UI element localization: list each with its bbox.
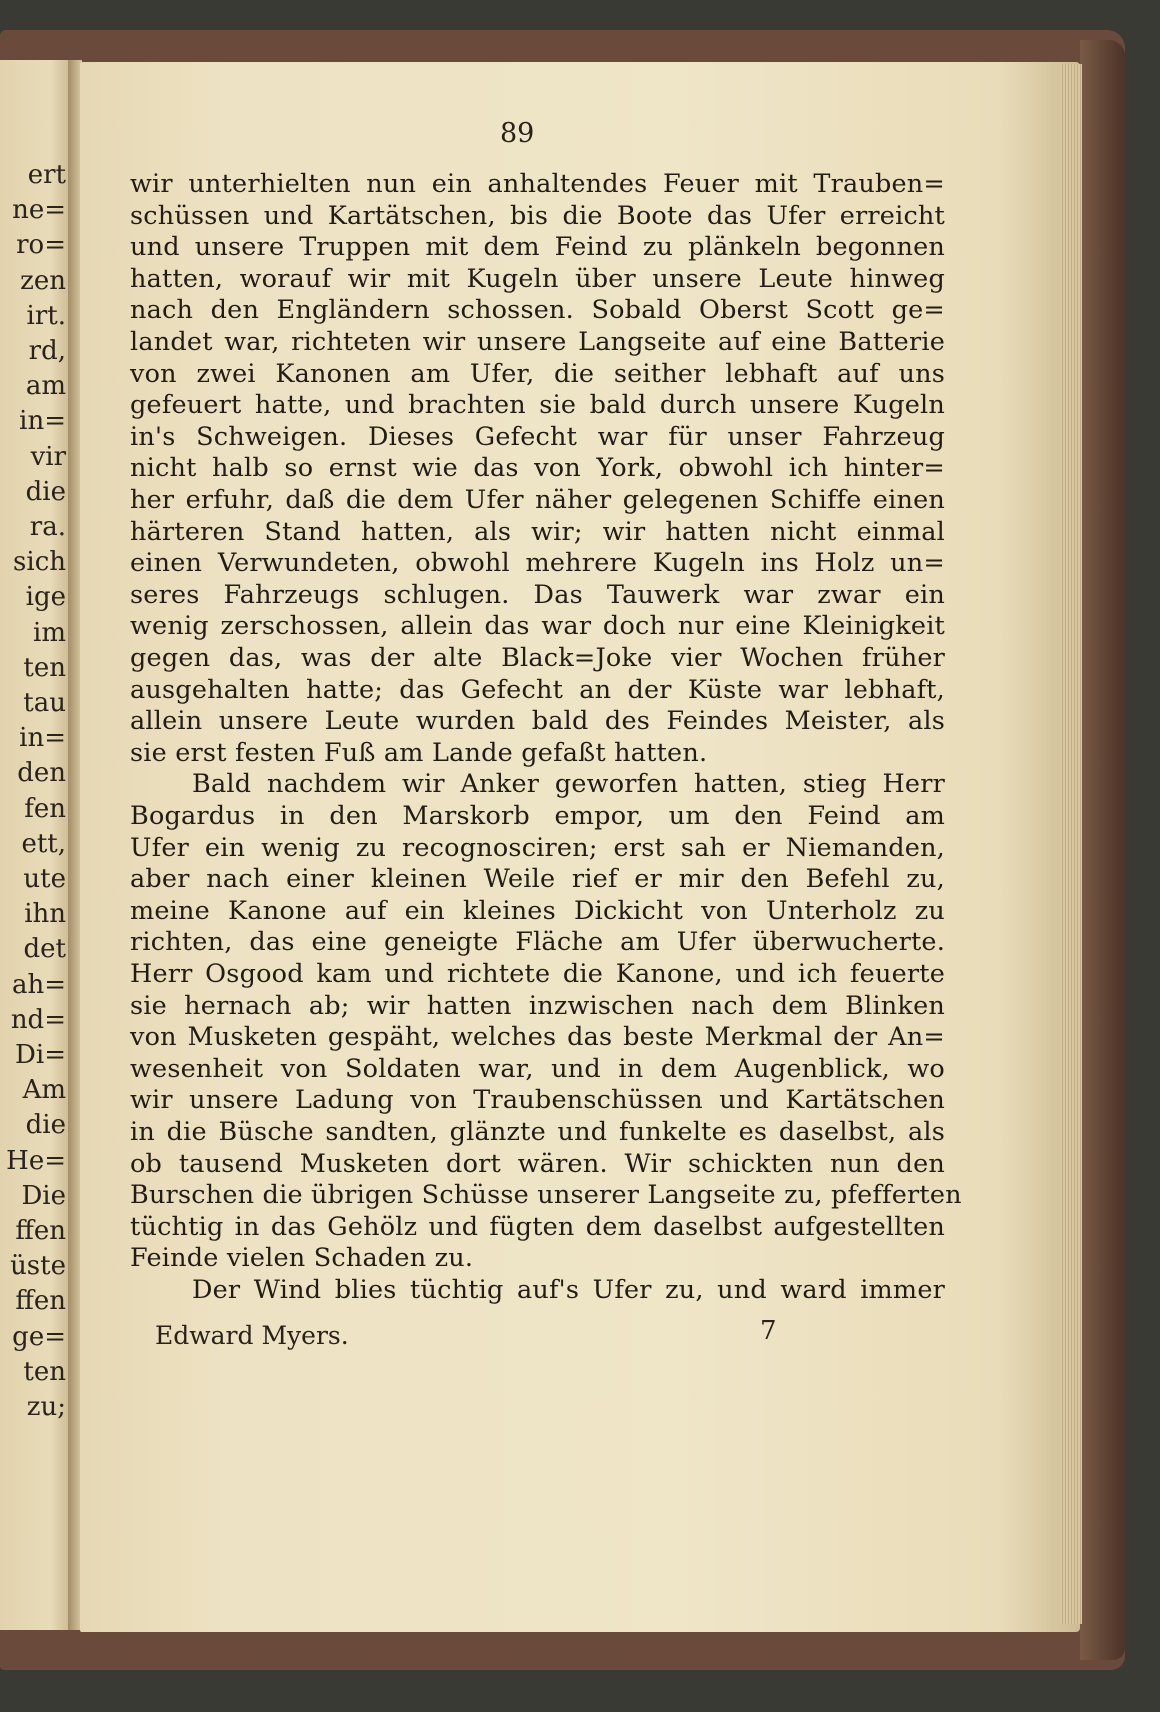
text-line: meine Kanone auf ein kleines Dickicht von Unterholz zu xyxy=(130,895,945,926)
left-page-fragment: ten xyxy=(23,652,66,683)
text-line: von zwei Kanonen am Ufer, die seither lebhaft auf uns xyxy=(130,358,945,389)
text-line: hatten, worauf wir mit Kugeln über unsere Leute hinweg xyxy=(130,263,945,294)
text-line: Der Wind blies tüchtig auf's Ufer zu, und ward immer xyxy=(192,1275,945,1305)
left-page-fragment: nd= xyxy=(10,1004,66,1035)
text-line: landet war, richteten wir unsere Langseite auf eine Batterie xyxy=(130,327,945,357)
signature-mark: Edward Myers. xyxy=(155,1321,349,1350)
left-page-fragment: ett, xyxy=(21,828,66,859)
text-line: und unsere Truppen mit dem Feind zu plänkeln begonnen xyxy=(130,232,945,263)
left-page-fragment: ffen xyxy=(15,1286,66,1317)
text-line: sie hernach ab; wir hatten inzwischen nach dem Blinken xyxy=(130,990,945,1021)
text-line: schüssen und Kartätschen, bis die Boote das Ufer erreicht xyxy=(130,200,945,231)
signature-number: 7 xyxy=(760,1316,777,1346)
text-line: wir unterhielten nun ein anhaltendes Feuer mit Trauben= xyxy=(130,169,945,199)
page-number: 89 xyxy=(500,118,535,149)
left-page-fragment: irt. xyxy=(26,300,66,331)
left-page-fragment: He= xyxy=(6,1145,66,1176)
left-page-fragment: am xyxy=(25,371,66,402)
text-line: sie erst festen Fuß am Lande gefaßt hatten. xyxy=(130,737,708,768)
left-page-fragment: Di= xyxy=(15,1040,66,1070)
text-line: einen Verwundeten, obwohl mehrere Kugeln ins Holz un= xyxy=(130,548,945,579)
left-page-fragment: den xyxy=(17,758,66,789)
page-edges xyxy=(1060,64,1082,1624)
text-line: gegen das, was der alte Black=Joke vier Wochen früher xyxy=(130,643,945,673)
text-line: härteren Stand hatten, als wir; wir hatten nicht einmal xyxy=(130,516,945,547)
text-line: in die Büsche sandten, glänzte und funkelte es daselbst, als xyxy=(130,1117,945,1147)
text-line: gefeuert hatte, und brachten sie bald durch unsere Kugeln xyxy=(130,390,945,421)
text-line: ob tausend Musketen dort wären. Wir schickten nun den xyxy=(130,1148,945,1179)
text-line: Ufer ein wenig zu recognosciren; erst sah er Niemanden, xyxy=(130,832,945,863)
text-line: wenig zerschossen, allein das war doch nur eine Kleinigkeit xyxy=(130,611,945,642)
left-page-fragment: tau xyxy=(23,688,66,718)
text-line: ausgehalten hatte; das Gefecht an der Küste war lebhaft, xyxy=(130,674,945,705)
left-page-fragment: die xyxy=(25,476,66,507)
text-line: nach den Engländern schossen. Sobald Oberst Scott ge= xyxy=(130,295,945,326)
left-page-fragment: sich xyxy=(13,547,66,578)
text-line: seres Fahrzeugs schlugen. Das Tauwerk war zwar ein xyxy=(130,579,945,610)
text-line: Burschen die übrigen Schüsse unserer Langseite zu, pfefferten xyxy=(130,1180,962,1211)
text-line: in's Schweigen. Dieses Gefecht war für unser Fahrzeug xyxy=(130,421,945,452)
left-page-fragment: ert xyxy=(27,160,66,190)
text-line: wir unsere Ladung von Traubenschüssen und Kartätschen xyxy=(130,1085,945,1116)
left-page-fragment: üste xyxy=(10,1251,66,1282)
text-line: allein unsere Leute wurden bald des Feindes Meister, als xyxy=(130,706,945,737)
left-page-fragment: Die xyxy=(21,1180,66,1211)
left-page-fragment: ne= xyxy=(12,195,66,226)
left-page-fragment: ro= xyxy=(16,230,66,261)
left-page-fragment: rd, xyxy=(28,336,66,366)
left-page xyxy=(0,60,72,1630)
left-page-fragment: ihn xyxy=(24,899,66,930)
text-line: Herr Osgood kam und richtete die Kanone, und ich feuerte xyxy=(130,959,945,989)
left-page-fragment: in= xyxy=(19,723,66,754)
left-page-fragment: ah= xyxy=(11,969,66,1000)
cover-edge xyxy=(1080,40,1125,1660)
left-page-fragment: det xyxy=(23,934,66,965)
text-line: Bogardus in den Marskorb empor, um den Feind am xyxy=(130,801,945,831)
text-line: nicht halb so ernst wie das von York, obwohl ich hinter= xyxy=(130,453,945,484)
left-page-fragment: Am xyxy=(22,1075,66,1106)
left-page-fragment: ra. xyxy=(29,512,66,542)
text-line: Bald nachdem wir Anker geworfen hatten, stieg Herr xyxy=(192,769,945,800)
left-page-fragment: vir xyxy=(30,441,66,472)
left-page-fragment: fen xyxy=(24,793,66,824)
text-line: richten, das eine geneigte Fläche am Ufer überwucherte. xyxy=(130,927,945,958)
left-page-fragment: ge= xyxy=(12,1321,66,1352)
left-page-fragment: ffen xyxy=(15,1216,66,1246)
text-line: von Musketen gespäht, welches das beste Merkmal der An= xyxy=(130,1022,945,1053)
left-page-fragment: in= xyxy=(19,406,66,437)
left-page-fragment: zu; xyxy=(26,1392,66,1422)
left-page-fragment: die xyxy=(25,1110,66,1141)
text-line: tüchtig in das Gehölz und fügten dem daselbst aufgestellten xyxy=(130,1211,945,1242)
left-page-fragment: ige xyxy=(25,582,66,613)
text-line: wesenheit von Soldaten war, und in dem Augenblick, wo xyxy=(130,1053,945,1084)
text-line: aber nach einer kleinen Weile rief er mir den Befehl zu, xyxy=(130,864,945,895)
left-page-fragment: zen xyxy=(20,265,66,296)
text-line: Feinde vielen Schaden zu. xyxy=(130,1243,474,1274)
left-page-fragment: ten xyxy=(23,1356,66,1387)
text-line: her erfuhr, daß die dem Ufer näher gelegenen Schiffe einen xyxy=(130,485,945,515)
left-page-fragment: ute xyxy=(23,864,66,894)
left-page-fragment: im xyxy=(33,617,66,648)
